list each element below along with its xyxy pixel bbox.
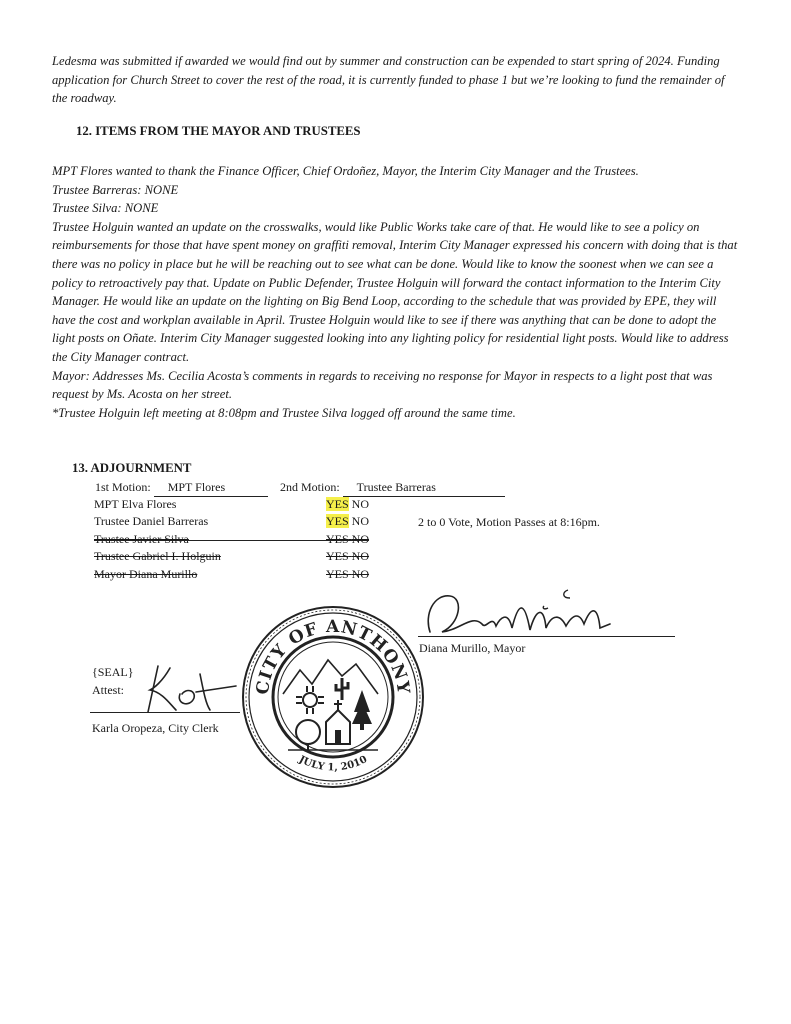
vote-row-murillo xyxy=(94,566,369,583)
church-icon xyxy=(326,700,350,744)
vote-row-barreras xyxy=(94,513,384,530)
vote-no: NO xyxy=(351,532,370,546)
mpt-flores-comment: MPT Flores wanted to thank the Finance Officer, Chief Ordoñez, Mayor, the Interim City Manager and the Trustees. xyxy=(52,164,639,178)
clerk-signature xyxy=(140,664,240,714)
first-motion-label: 1st Motion: xyxy=(95,480,151,494)
clerk-signature-line xyxy=(90,712,240,713)
trustee-barreras-comment: Trustee Barreras: NONE xyxy=(52,182,179,197)
departure-note: *Trustee Holguin left meeting at 8:08pm and Trustee Silva logged off around the same time. xyxy=(52,405,516,420)
attest-label: Attest: xyxy=(92,683,124,697)
voter-name: Mayor Diana Murillo xyxy=(94,567,198,581)
vote-no: NO xyxy=(351,514,370,528)
vote-no: NO xyxy=(351,549,370,563)
mayor-signature xyxy=(420,584,630,642)
voter-name: Trustee Javier Silva xyxy=(94,532,189,546)
first-motion-value: MPT Flores xyxy=(154,479,268,497)
city-seal xyxy=(238,604,428,790)
vote-yes: YES xyxy=(326,497,349,511)
intro-paragraph: Ledesma was submitted if awarded we would find out by summer and construction can be expended to start spring of 2024. Funding application for Church Street to cover the rest of the road, it is currently funded to phase 1 but we’re looking to fund the remainder of the roadway. xyxy=(52,54,725,106)
clerk-name: Karla Oropeza, City Clerk xyxy=(92,721,219,735)
voter-name: Trustee Daniel Barreras xyxy=(94,514,209,528)
vote-no: NO xyxy=(351,567,370,581)
voter-name: Trustee Gabriel I. Holguin xyxy=(94,549,221,563)
section-12-body xyxy=(52,162,742,422)
mayor-name: Diana Murillo, Mayor xyxy=(419,641,526,655)
first-motion xyxy=(95,479,268,497)
mayor-comment: Mayor: Addresses Ms. Cecilia Acosta’s comments in regards to receiving no response for Mayor in respects to a light post that was request by Ms. Acosta on her street. xyxy=(52,368,713,402)
trustee-holguin-comment: Trustee Holguin wanted an update on the crosswalks, would like Public Works take care of that. He would like to see a policy on reimbursements for those that have spent money on graffiti removal, Interim City Manager expressed his concern with doing that is that there was no policy in place but he will be reaching out to see what can be done. Would like to know the soonest when we can see a policy to retroactively pay that. Update on Public Defender, Trustee Holguin will forward the contact information to the Interim City Manager. He would like an update on the lighting on Big Bend Loop, according to the schedule that was provided by EPE, they will have the cost and workplan available in April. Trustee Holguin would like to see if there was anything that can be done to adopt the light posts on Oñate. Interim City Manager suggested looking into any lighting policy for residential light posts. Would like to address the City Manager contract. xyxy=(52,219,738,364)
voter-name: MPT Elva Flores xyxy=(94,497,177,511)
section-13-heading: 13. ADJOURNMENT xyxy=(72,461,192,475)
seal-top-text: CITY OF ANTHONY xyxy=(252,616,414,696)
vote-yes: YES xyxy=(326,514,349,528)
section-12-heading: 12. ITEMS FROM THE MAYOR AND TRUSTEES xyxy=(76,124,361,138)
strike-line xyxy=(94,540,369,541)
zia-symbol-icon xyxy=(296,686,324,714)
vote-row-silva xyxy=(94,531,369,548)
vote-row-holguin xyxy=(94,548,369,565)
vote-no: NO xyxy=(351,497,370,511)
seal-label: {SEAL} xyxy=(92,665,134,679)
seal-bottom-text: JULY 1, 2010 xyxy=(296,754,370,774)
vote-yes: YES xyxy=(326,532,349,546)
vote-yes: YES xyxy=(326,549,349,563)
vote-yes: YES xyxy=(326,567,349,581)
vote-row-flores xyxy=(94,496,384,513)
mayor-signature-line xyxy=(418,636,675,637)
vote-result: 2 to 0 Vote, Motion Passes at 8:16pm. xyxy=(418,515,600,529)
trustee-silva-comment: Trustee Silva: NONE xyxy=(52,201,159,216)
second-motion-label: 2nd Motion: xyxy=(280,480,340,494)
second-motion xyxy=(280,479,505,497)
second-motion-value: Trustee Barreras xyxy=(343,479,505,497)
